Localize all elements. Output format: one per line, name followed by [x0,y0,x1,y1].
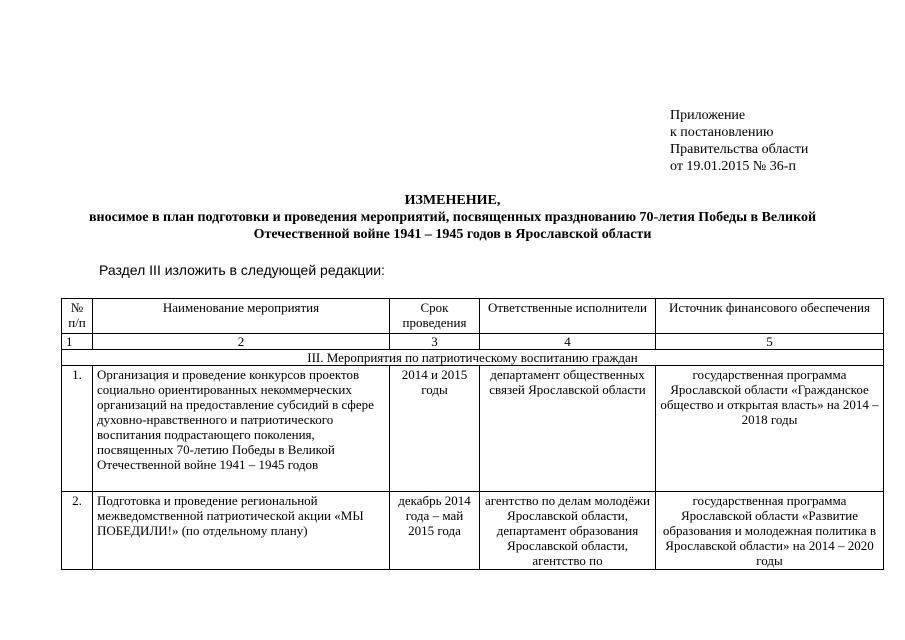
column-number: 1 [62,334,93,350]
heading-title: ИЗМЕНЕНИЕ, [404,193,501,208]
column-numbers-row [62,334,884,350]
section-title: III. Мероприятия по патриотическому воспитанию граждан [62,350,884,366]
row-executors: агентство по делам молодёжи Ярославской области, департамент образования Ярославской области, агентство по [480,492,656,570]
header-cell-term: Срок проведения [390,299,480,334]
header-cell-name: Наименование мероприятия [93,299,390,334]
intro-text: Раздел III изложить в следующей редакции: [99,262,385,278]
header-cell-number: № п/п [62,299,93,334]
column-number: 5 [656,334,884,350]
appendix-line: Приложение [670,108,746,123]
header-cell-executors: Ответственные исполнители [480,299,656,334]
row-number: 1. [62,366,93,492]
row-executors: департамент общественных связей Ярославской области [480,366,656,492]
appendix-line: к постановлению [670,125,774,140]
column-number: 2 [93,334,390,350]
table-row [62,366,884,492]
column-number: 3 [390,334,480,350]
appendix-block [670,107,808,175]
row-term: декабрь 2014 года – май 2015 года [390,492,480,570]
column-number: 4 [480,334,656,350]
header-cell-source: Источник финансового обеспечения [656,299,884,334]
events-table [61,298,884,570]
row-event-name: Подготовка и проведение региональной межведомственной патриотической акции «МЫ ПОБЕДИЛИ!» (по отдельному плану) [93,492,390,570]
row-term: 2014 и 2015 годы [390,366,480,492]
appendix-line: Правительства области [670,142,809,157]
row-funding-source: государственная программа Ярославской области «Развитие образования и молодежная политика в Ярославской области» на 2014 – 2020 годы [656,492,884,570]
row-funding-source: государственная программа Ярославской области «Гражданское общество и открытая власть» на 2014 – 2018 годы [656,366,884,492]
document-heading [40,192,865,243]
table-row [62,492,884,570]
table-header-row [62,299,884,334]
row-event-name: Организация и проведение конкурсов проектов социально ориентированных некоммерческих организаций на предоставление субсидий в сфере духовно-нравственного и патриотического воспитания подрастающего поколения, посвященных 70-летию Победы в Великой Отечественной войне 1941 – 1945 годов [93,366,390,492]
section-row [62,350,884,366]
appendix-line: от 19.01.2015 № 36-п [670,159,796,174]
heading-subtitle: вносимое в план подготовки и проведения мероприятий, посвященных празднованию 70-летия Победы в Великой Отечественной войне 1941 – 1945 годов в Ярославской области [88,210,817,242]
row-number: 2. [62,492,93,570]
